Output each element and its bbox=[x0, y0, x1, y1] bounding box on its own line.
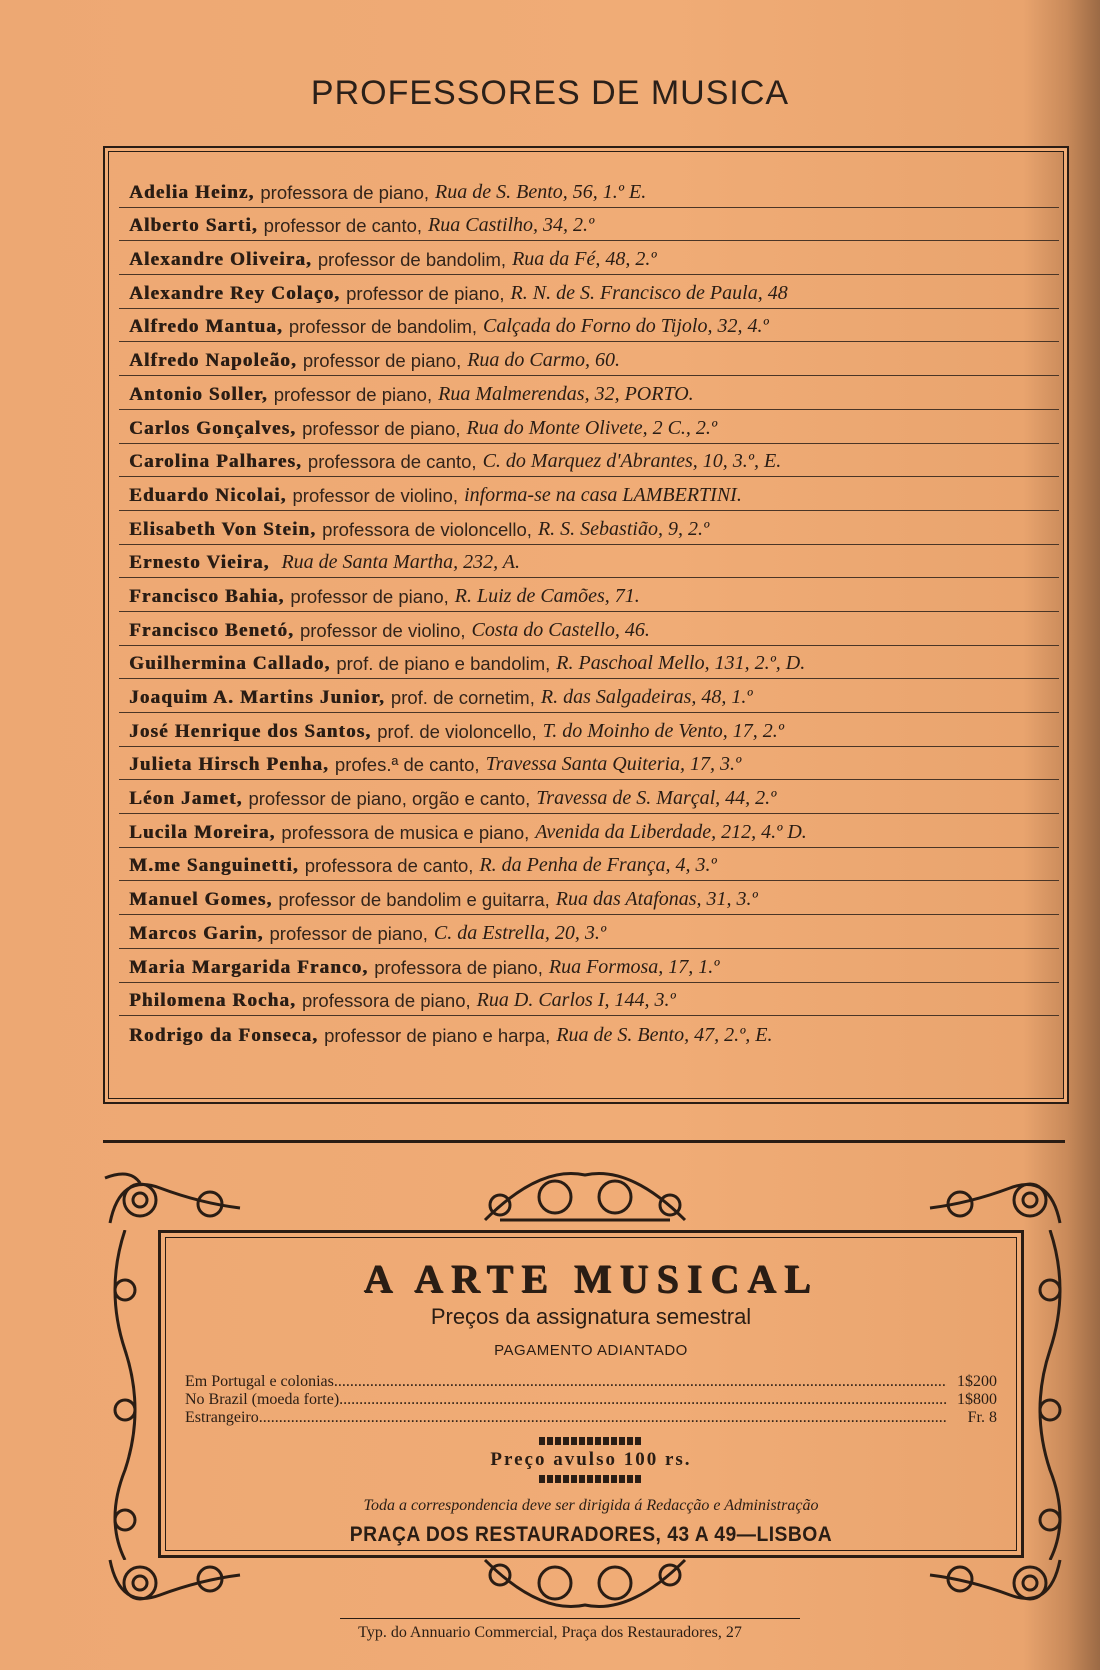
teacher-address: R. Luiz de Camões, 71. bbox=[454, 584, 640, 607]
teacher-address: Rua D. Carlos I, 144, 3.º bbox=[476, 989, 676, 1012]
teacher-role: professor de piano, bbox=[302, 417, 461, 439]
teacher-address: Rua Castilho, 34, 2.º bbox=[428, 214, 595, 237]
teacher-address: R. das Salgadeiras, 48, 1.º bbox=[540, 686, 753, 708]
teacher-entry bbox=[119, 780, 1059, 814]
teacher-address: C. do Marquez d'Abrantes, 10, 3.º, E. bbox=[482, 450, 782, 473]
teacher-entry bbox=[119, 275, 1059, 309]
teacher-entry bbox=[119, 376, 1059, 410]
teacher-entry bbox=[119, 174, 1059, 208]
ornament-right-border-icon bbox=[1025, 1230, 1075, 1560]
teacher-role: professor de violino, bbox=[299, 619, 466, 641]
teacher-address: R. N. de S. Francisco de Paula, 48 bbox=[510, 281, 788, 304]
teacher-name: Alexandre Oliveira, bbox=[129, 249, 312, 271]
teacher-role: profes.ª de canto, bbox=[334, 754, 480, 776]
price-label: Estrangeiro bbox=[185, 1409, 259, 1426]
teacher-role: professor de bandolim e guitarra, bbox=[278, 889, 550, 911]
teacher-name: Carolina Palhares, bbox=[129, 451, 302, 473]
teacher-address: Rua de Santa Martha, 232, A. bbox=[281, 551, 520, 574]
ornament-top-center-icon bbox=[480, 1165, 690, 1225]
footer-rule bbox=[340, 1618, 800, 1619]
price-value: 1$800 bbox=[957, 1391, 997, 1408]
teacher-address: R. S. Sebastião, 9, 2.º bbox=[537, 517, 710, 540]
teacher-name: Lucila Moreira, bbox=[129, 821, 276, 843]
teacher-address: Rua Formosa, 17, 1.º bbox=[548, 955, 720, 978]
teacher-role: professor de piano, bbox=[302, 350, 462, 372]
teacher-address: informa-se na casa LAMBERTINI. bbox=[464, 483, 742, 506]
page-title: PROFESSORES DE MUSICA bbox=[310, 74, 790, 112]
teacher-entry bbox=[119, 477, 1059, 511]
teacher-list bbox=[119, 174, 1059, 1050]
teacher-entry bbox=[119, 545, 1059, 579]
teacher-address: Avenida da Liberdade, 212, 4.º D. bbox=[535, 820, 807, 843]
teacher-name: Léon Jamet, bbox=[129, 788, 243, 810]
teacher-entry bbox=[119, 511, 1059, 545]
teacher-entry bbox=[119, 309, 1059, 343]
teacher-address: Calçada do Forno do Tijolo, 32, 4.º bbox=[483, 315, 769, 338]
teacher-role: professor de violino, bbox=[292, 484, 459, 506]
teacher-address: Rua de S. Bento, 47, 2.º, E. bbox=[556, 1023, 773, 1046]
teacher-name: Marcos Garin, bbox=[129, 922, 264, 944]
teacher-role: professora de canto, bbox=[307, 451, 477, 473]
teacher-address: Travessa Santa Quiteria, 17, 3.º bbox=[485, 753, 742, 776]
section-divider bbox=[103, 1140, 1065, 1143]
teacher-name: Joaquim A. Martins Junior, bbox=[129, 687, 385, 708]
teacher-entry bbox=[119, 578, 1059, 612]
teacher-role: professor de piano, bbox=[346, 282, 505, 304]
teacher-name: Guilhermina Callado, bbox=[129, 653, 331, 675]
teacher-address: R. da Penha de França, 4, 3.º bbox=[479, 854, 717, 877]
price-list bbox=[185, 1373, 997, 1427]
teacher-address: Rua da Fé, 48, 2.º bbox=[512, 248, 657, 271]
subscription-advert bbox=[158, 1230, 1024, 1558]
price-label: Em Portugal e colonias bbox=[185, 1373, 334, 1390]
decorative-rule bbox=[539, 1475, 643, 1483]
ornament-bottom-left-icon bbox=[100, 1555, 260, 1615]
teacher-role: professor de piano, bbox=[273, 383, 433, 405]
price-label: No Brazil (moeda forte) bbox=[185, 1391, 340, 1408]
teacher-entry bbox=[119, 241, 1059, 275]
leader-dots bbox=[339, 1391, 947, 1409]
teacher-role: professora de piano, bbox=[374, 956, 543, 978]
teacher-name: Philomena Rocha, bbox=[129, 990, 296, 1012]
teacher-address: C. da Estrella, 20, 3.º bbox=[433, 921, 607, 944]
teacher-address: Rua do Monte Olivete, 2 C., 2.º bbox=[466, 416, 718, 439]
teacher-address: Travessa de S. Marçal, 44, 2.º bbox=[536, 787, 777, 810]
teacher-name: Alexandre Rey Colaço, bbox=[129, 282, 341, 304]
payment-note: PAGAMENTO ADIANTADO bbox=[494, 1342, 688, 1359]
price-row bbox=[185, 1373, 997, 1391]
teacher-address: Costa do Castello, 46. bbox=[471, 618, 650, 641]
teacher-role: professora de piano, bbox=[260, 181, 430, 203]
teacher-role: professora de violoncello, bbox=[322, 518, 532, 540]
teacher-name: Francisco Bahia, bbox=[129, 585, 285, 607]
teacher-role: professor de piano, bbox=[290, 585, 449, 607]
teacher-role: prof. de violoncello, bbox=[377, 720, 537, 742]
teacher-name: Adelia Heinz, bbox=[129, 181, 255, 203]
ornament-top-right-icon bbox=[910, 1168, 1070, 1228]
teacher-role: prof. de piano e bandolim, bbox=[336, 653, 551, 675]
ornament-left-border-icon bbox=[100, 1230, 150, 1560]
teacher-name: Rodrigo da Fonseca, bbox=[129, 1024, 319, 1046]
teacher-entry bbox=[119, 848, 1059, 882]
teacher-name: M.me Sanguinetti, bbox=[129, 855, 299, 877]
teacher-entry bbox=[119, 646, 1059, 680]
teacher-entry bbox=[119, 983, 1059, 1017]
ornament-bottom-center-icon bbox=[480, 1555, 690, 1615]
teacher-name: Eduardo Nicolai, bbox=[129, 484, 287, 506]
teacher-name: José Henrique dos Santos, bbox=[129, 720, 372, 742]
teacher-entry bbox=[119, 444, 1059, 478]
teacher-entry bbox=[119, 949, 1059, 983]
advert-title: A ARTE MUSICAL bbox=[363, 1256, 819, 1301]
price-row bbox=[185, 1409, 997, 1427]
teacher-entry bbox=[119, 1016, 1059, 1050]
teacher-name: Alberto Sarti, bbox=[129, 215, 258, 237]
teacher-address: Rua das Atafonas, 31, 3.º bbox=[555, 888, 758, 911]
teacher-entry bbox=[119, 410, 1059, 444]
single-issue-price: Preço avulso 100 rs. bbox=[490, 1449, 692, 1470]
teacher-entry bbox=[119, 342, 1059, 376]
teacher-address: Rua do Carmo, 60. bbox=[467, 349, 621, 372]
teacher-role: professor de piano e harpa, bbox=[324, 1024, 551, 1046]
teacher-name: Ernesto Vieira, bbox=[129, 552, 270, 574]
teacher-role: professora de musica e piano, bbox=[281, 821, 530, 843]
price-value: 1$200 bbox=[957, 1373, 997, 1390]
teacher-name: Julieta Hirsch Penha, bbox=[129, 754, 329, 776]
teacher-entry bbox=[119, 814, 1059, 848]
teacher-name: Alfredo Napoleão, bbox=[129, 350, 297, 372]
teacher-list-box bbox=[103, 146, 1069, 1104]
teacher-role: professora de piano, bbox=[301, 990, 471, 1012]
teacher-name: Carlos Gonçalves, bbox=[129, 417, 297, 439]
teacher-entry bbox=[119, 612, 1059, 646]
teacher-name: Antonio Soller, bbox=[129, 383, 268, 405]
price-row bbox=[185, 1391, 997, 1409]
teacher-name: Manuel Gomes, bbox=[129, 889, 273, 911]
correspondence-note: Toda a correspondencia deve ser dirigida á Redacção e Administração bbox=[363, 1497, 819, 1514]
teacher-entry bbox=[119, 915, 1059, 949]
teacher-role: professor de bandolim, bbox=[317, 249, 507, 271]
price-value: Fr. 8 bbox=[967, 1409, 997, 1426]
teacher-address: Rua Malmerendas, 32, PORTO. bbox=[438, 382, 694, 405]
publisher-address: PRAÇA DOS RESTAURADORES, 43 A 49—LISBOA bbox=[349, 1523, 833, 1546]
teacher-address: Rua de S. Bento, 56, 1.º E. bbox=[435, 180, 647, 203]
printer-imprint: Typ. do Annuario Commercial, Praça dos Restauradores, 27 bbox=[358, 1624, 742, 1641]
teacher-role: professor de bandolim, bbox=[288, 316, 478, 338]
teacher-address: T. do Moinho de Vento, 17, 2.º bbox=[542, 719, 784, 742]
teacher-entry bbox=[119, 713, 1059, 747]
leader-dots bbox=[259, 1409, 947, 1427]
decorative-rule bbox=[539, 1437, 643, 1445]
leader-dots bbox=[334, 1373, 947, 1391]
teacher-role: professor de piano, bbox=[269, 922, 428, 944]
teacher-entry bbox=[119, 747, 1059, 781]
teacher-entry bbox=[119, 208, 1059, 242]
ornament-top-left-icon bbox=[100, 1168, 260, 1228]
teacher-name: Alfredo Mantua, bbox=[129, 316, 283, 338]
teacher-name: Elisabeth Von Stein, bbox=[129, 518, 317, 540]
teacher-name: Maria Margarida Franco, bbox=[129, 956, 369, 978]
advert-subtitle: Preços da assignatura semestral bbox=[430, 1304, 752, 1329]
ornament-bottom-right-icon bbox=[910, 1555, 1070, 1615]
teacher-entry bbox=[119, 679, 1059, 713]
teacher-entry bbox=[119, 881, 1059, 915]
teacher-address: R. Paschoal Mello, 131, 2.º, D. bbox=[556, 652, 806, 675]
teacher-role: professor de piano, orgão e canto, bbox=[248, 788, 531, 810]
teacher-role: professor de canto, bbox=[263, 215, 423, 237]
teacher-role: prof. de cornetim, bbox=[390, 687, 535, 708]
teacher-role: professora de canto, bbox=[304, 855, 474, 877]
teacher-name: Francisco Benetó, bbox=[129, 619, 294, 641]
